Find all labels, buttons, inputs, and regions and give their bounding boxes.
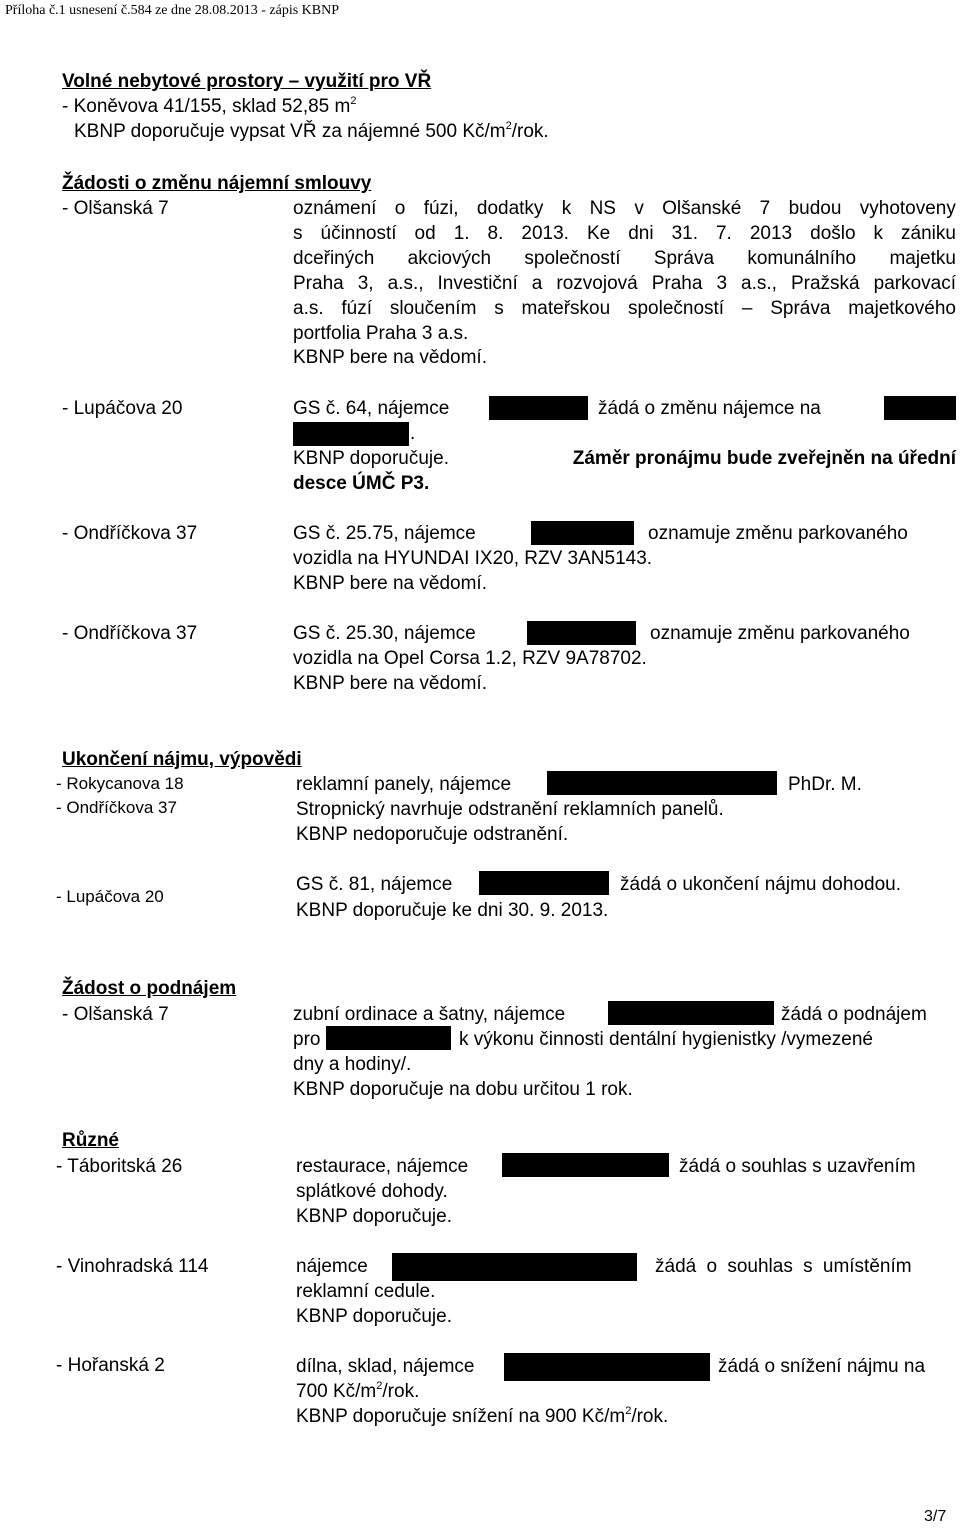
word: Pražská: [790, 273, 860, 294]
gs-text: GS č. 81, nájemce: [296, 874, 453, 895]
word: dni: [628, 223, 654, 244]
gs-text: GS č. 64, nájemce: [293, 398, 450, 419]
word: v: [634, 198, 644, 219]
word: společností: [524, 248, 621, 269]
redacted-block: [502, 1153, 669, 1177]
word: a: [531, 273, 543, 294]
word: 1.: [453, 223, 470, 244]
redacted-block: [504, 1353, 710, 1381]
bold-notice: Záměr pronájmu bude zveřejněn na úřední: [572, 448, 956, 469]
word: a.s.,: [387, 273, 424, 294]
word: 2013.: [521, 223, 569, 244]
word: s: [494, 298, 504, 319]
item-text: reklamní cedule.: [296, 1281, 436, 1302]
word: fúzi,: [423, 198, 459, 219]
gs-text: GS č. 25.75, nájemce: [293, 523, 476, 544]
bold-notice: desce ÚMČ P3.: [293, 473, 430, 494]
item-konevova-text: - Koněvova 41/155, sklad 52,85 m: [62, 96, 351, 117]
paragraph-line: [293, 247, 956, 271]
redacted-block: [527, 621, 636, 645]
section-heading-zadosti: Žádosti o změnu nájemní smlouvy: [62, 173, 372, 194]
request-text: žádá o souhlas s uzavřením: [679, 1156, 916, 1177]
superscript: 2: [625, 1405, 632, 1417]
word: –: [741, 298, 753, 319]
section-heading-ukonceni: Ukončení nájmu, výpovědi: [62, 749, 302, 770]
item-text: zubní ordinace a šatny, nájemce: [293, 1004, 566, 1025]
request-text: žádá o změnu nájemce na: [598, 398, 821, 419]
word: majetku: [889, 248, 956, 269]
vehicle-text: vozidla na Opel Corsa 1.2, RZV 9A78702.: [293, 648, 647, 669]
redacted-block: [392, 1253, 637, 1281]
redacted-block: [293, 422, 409, 446]
item-text: restaurace, nájemce: [296, 1156, 469, 1177]
item-text: Stropnický navrhuje odstranění reklamních panelů.: [296, 799, 724, 820]
paragraph-line: [293, 272, 956, 296]
word: Praha: [293, 273, 344, 294]
address-olsanska: - Olšanská 7: [62, 198, 169, 219]
word: 3: [716, 273, 728, 294]
request-text: žádá o souhlas s umístěním: [655, 1256, 912, 1277]
recommendation-line: [293, 447, 956, 471]
recommendation-text: KBNP doporučuje.: [296, 1306, 452, 1327]
notice-text: oznamuje změnu parkovaného: [650, 623, 910, 644]
superscript: 2: [376, 1380, 383, 1392]
paragraph-line: portfolia Praha 3 a.s.: [293, 323, 469, 344]
recommendation-text: KBNP doporučuje ke dni 30. 9. 2013.: [296, 900, 609, 921]
item-konevova: [62, 95, 356, 119]
punctuation: .: [410, 423, 416, 444]
page-number: 3/7: [924, 1508, 947, 1525]
word: 7: [759, 198, 771, 219]
recommendation-text: KBNP bere na vědomí.: [293, 573, 487, 594]
word: oznámení: [293, 198, 377, 219]
word: vyhotoveny: [859, 198, 956, 219]
word: o: [394, 198, 406, 219]
item-text: dílna, sklad, nájemce: [296, 1356, 475, 1377]
section-heading-podnajem: Žádost o podnájem: [62, 978, 237, 999]
redacted-block: [608, 1001, 774, 1025]
word: parkovací: [873, 273, 956, 294]
item-text: pro: [293, 1029, 321, 1050]
word: zániku: [901, 223, 956, 244]
address-ondrickova: - Ondříčkova 37: [56, 798, 177, 817]
address-ondrickova: - Ondříčkova 37: [62, 523, 198, 544]
word: dodatky: [476, 198, 544, 219]
request-text: žádá o ukončení nájmu dohodou.: [620, 874, 901, 895]
vehicle-text: vozidla na HYUNDAI IX20, RZV 3AN5143.: [293, 548, 653, 569]
paragraph-line: [293, 222, 956, 246]
recommendation-text: KBNP bere na vědomí.: [293, 673, 487, 694]
item-text: splátkové dohody.: [296, 1181, 448, 1202]
item-text: k výkonu činnosti dentální hygienistky /vymezené: [459, 1029, 873, 1050]
recommendation-text-part: /rok.: [631, 1406, 669, 1427]
document-header: Příloha č.1 usnesení č.584 ze dne 28.08.2013 - zápis KBNP: [5, 3, 339, 18]
address-lupacova: - Lupáčova 20: [56, 887, 164, 906]
word: akciových: [407, 248, 492, 269]
word: 8.: [487, 223, 504, 244]
name-text: PhDr. M.: [788, 774, 862, 795]
item-text: reklamní panely, nájemce: [296, 774, 512, 795]
item-text: nájemce: [296, 1256, 368, 1277]
word: došlo: [810, 223, 856, 244]
paragraph-line: [293, 297, 956, 321]
superscript: 2: [350, 95, 357, 107]
redacted-block: [326, 1026, 451, 1050]
item-konevova-recommendation: [74, 120, 549, 144]
notice-text: oznamuje změnu parkovaného: [648, 523, 908, 544]
address-olsanska: - Olšanská 7: [62, 1004, 169, 1025]
word: od: [414, 223, 436, 244]
redacted-block: [489, 396, 588, 420]
word: Správa: [653, 248, 715, 269]
word: dceřiných: [293, 248, 375, 269]
word: k: [561, 198, 572, 219]
word: 7.: [715, 223, 732, 244]
recommendation-text-part: KBNP doporučuje snížení na 900 Kč/m: [296, 1406, 626, 1427]
word: sloučením: [389, 298, 477, 319]
word: mateřskou: [521, 298, 611, 319]
word: a.s.: [293, 298, 324, 319]
recommendation-text: KBNP bere na vědomí.: [293, 347, 487, 368]
paragraph-line: [293, 197, 956, 221]
word: Správa: [770, 298, 831, 319]
recommendation-text: KBNP nedoporučuje odstranění.: [296, 824, 569, 845]
redacted-block: [531, 521, 634, 545]
recommendation-text-end: /rok.: [511, 121, 549, 142]
item-text-part: 700 Kč/m: [296, 1381, 377, 1402]
word: 31.: [671, 223, 698, 244]
address-taboritska: - Táboritská 26: [56, 1156, 183, 1177]
address-rokycanova: - Rokycanova 18: [56, 774, 184, 793]
item-text-part: /rok.: [382, 1381, 420, 1402]
word: majetkového: [848, 298, 956, 319]
word: 2013: [749, 223, 793, 244]
superscript: 2: [505, 120, 512, 132]
recommendation-text: KBNP doporučuje.: [296, 1206, 452, 1227]
request-text: žádá o snížení nájmu na: [718, 1356, 926, 1377]
request-text: žádá o podnájem: [781, 1004, 927, 1025]
gs-text: GS č. 25.30, nájemce: [293, 623, 476, 644]
recommendation-text: [296, 1405, 668, 1429]
word: společností: [627, 298, 725, 319]
item-text: dny a hodiny/.: [293, 1054, 412, 1075]
address-lupacova: - Lupáčova 20: [62, 398, 183, 419]
recommendation-text: KBNP doporučuje.: [293, 448, 449, 469]
word: NS: [589, 198, 616, 219]
word: Investiční: [437, 273, 518, 294]
section-heading-ruzne: Různé: [62, 1130, 119, 1151]
address-ondrickova: - Ondříčkova 37: [62, 623, 198, 644]
recommendation-text: KBNP doporučuje na dobu určitou 1 rok.: [293, 1079, 633, 1100]
redacted-block: [479, 871, 609, 895]
word: Praha: [651, 273, 703, 294]
word: 3,: [357, 273, 374, 294]
word: Olšanské: [662, 198, 742, 219]
word: k: [873, 223, 884, 244]
recommendation-text: KBNP doporučuje vypsat VŘ za nájemné 500 Kč/m: [74, 121, 506, 142]
word: účinností: [320, 223, 397, 244]
redacted-block: [547, 771, 777, 795]
word: budou: [788, 198, 842, 219]
word: rozvojová: [556, 273, 638, 294]
item-text: [296, 1380, 419, 1404]
address-horanska: - Hořanská 2: [56, 1355, 165, 1376]
redacted-block: [884, 396, 956, 420]
section-heading-volne-prostory: Volné nebytové prostory – využití pro VŘ: [62, 71, 432, 92]
word: fúzí: [341, 298, 373, 319]
word: komunálního: [747, 248, 857, 269]
word: a.s.,: [741, 273, 777, 294]
address-vinohradska: - Vinohradská 114: [56, 1256, 209, 1277]
word: s: [293, 223, 303, 244]
word: Ke: [586, 223, 611, 244]
